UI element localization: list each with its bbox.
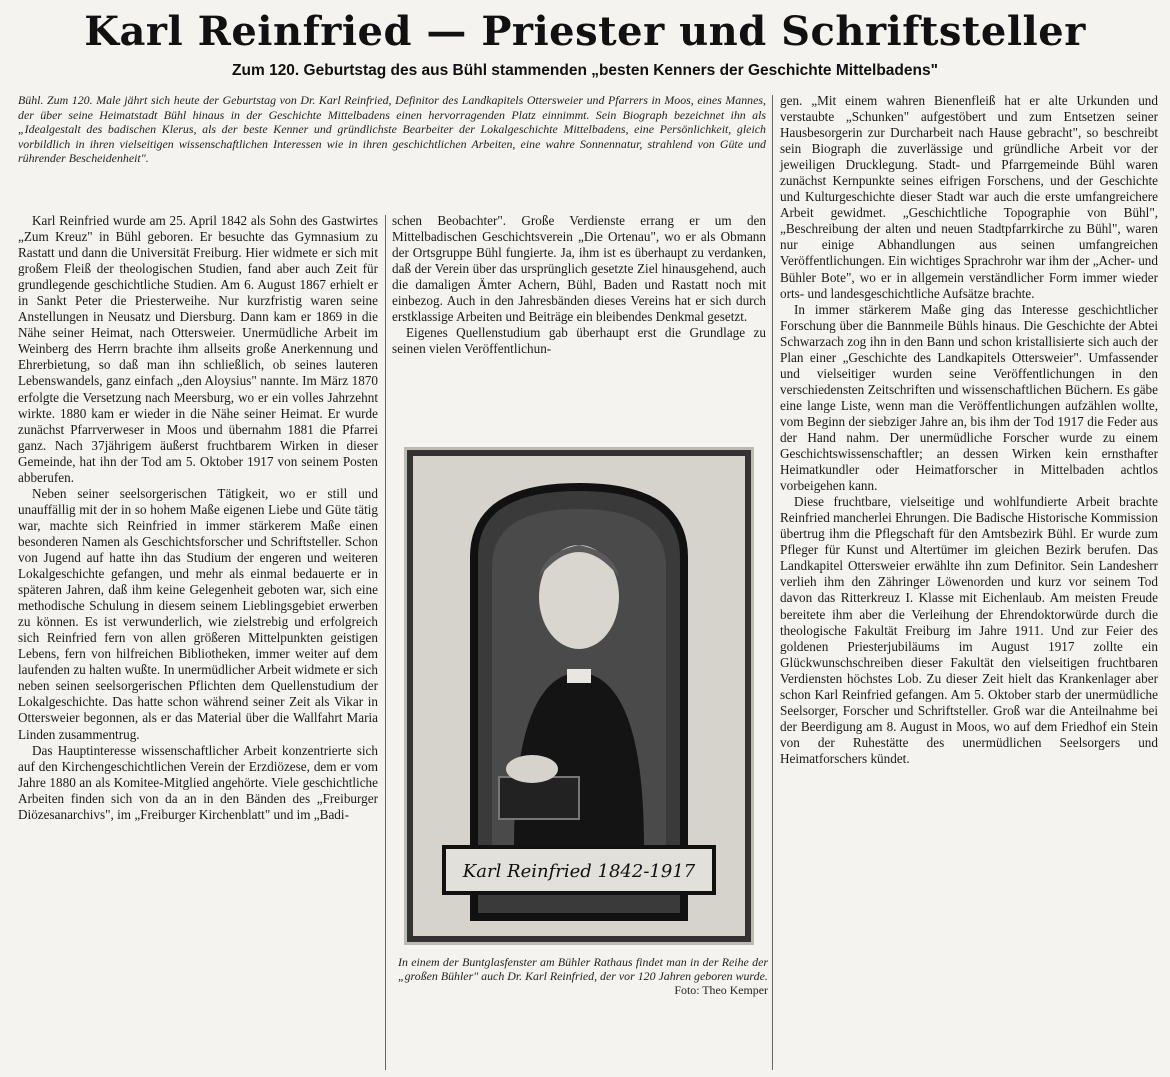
caption-text: In einem der Buntglasfenster am Bühler Rathaus findet man in der Reihe der „großen Bühler" auch Dr. Karl Reinfried, der vor 120 Jahren geboren wurde. <box>398 955 768 984</box>
body-paragraph: In immer stärkerem Maße ging das Interesse geschichtlicher Forschung über die Bannmeile Bühls hinaus. Die Geschichte der Abtei Schwarzach zog ihn in den Bann und schon kristallisierte sich auch der Plan einer „Geschichte des Landkapitels Ottersweier". Umfassender und vielseitiger wurden seine Veröffentlichungen in den verschiedensten Zeitschriften und wissenschaftlichen Büchern. Es gäbe eine lange Liste, wenn man die Veröffentlichungen aufzählen wollte, vom Beginn der siebziger Jahre an, bis ihm der Tod 1917 die Feder aus der Hand nahm. Der unermüdliche Forscher wurde zu einem Geschichtswissenschaftler; an dessen Wirken kein ernsthafter Heimatkundler oder Heimatforscher in Mittelbaden achtlos vorbeigehen kann. <box>780 301 1158 494</box>
intro-paragraph: Bühl. Zum 120. Male jährt sich heute der Geburtstag von Dr. Karl Reinfried, Definitor des Landkapitels Ottersweier und Pfarrers in Moos, eines Mannes, der über seine Heimatstadt Bühl hinaus in der Geschichte Mittelbadens einen hervorragenden Platz einnimmt. Sein Biograph bezeichnet ihn als „Idealgestalt des badischen Klerus, als der beste Kenner und gründlichste Bearbeiter der Lokalgeschichte Mittelbadens, eine Persönlichkeit, gleich vorbildlich in ihren vielseitigen wissenschaftlichen Interessen wie in ihren geschichtlichen Arbeiten, eine wahre Sonnennatur, strahlend von Güte und rührender Bescheidenheit". <box>18 93 766 166</box>
photo-caption <box>398 955 768 998</box>
body-paragraph: schen Beobachter". Große Verdienste errang er um den Mittelbadischen Geschichtsverein „Die Ortenau", wo er als Obmann der Ortsgruppe Bühl fungierte. Ja, ihm ist es überhaupt zu verdanken, daß der Verein über das ursprünglich gesetzte Ziel hinausgehend, auch die damaligen Ämter Achern, Bühl, Baden und Rastatt noch mit einbezog. Auch in den Jahresbänden dieses Vereins hat er sich durch erstklassige Arbeiten und Beiträge ein bleibendes Denkmal gesetzt. <box>392 213 766 325</box>
column-1 <box>18 213 378 823</box>
body-paragraph: Das Hauptinteresse wissenschaftlicher Arbeit konzentrierte sich auf den Kirchengeschichtlichen Verein der Erzdiözese, dem er vom Jahre 1880 an als Komitee-Mitglied angehörte. Viele geschichtliche Arbeiten finden sich von da an in den Bänden des „Freiburger Diözesanarchivs", im „Freiburger Kirchenblatt" und im „Badi- <box>18 742 378 822</box>
subheadline: Zum 120. Geburtstag des aus Bühl stammenden „besten Kenners der Geschichte Mittelbadens" <box>232 62 938 79</box>
column-2 <box>392 213 766 357</box>
body-paragraph: Eigenes Quellenstudium gab überhaupt erst die Grundlage zu seinen vielen Veröffentlichun- <box>392 325 766 357</box>
column-rule <box>385 215 386 1070</box>
portrait-inscription: Karl Reinfried 1842-1917 <box>462 861 696 882</box>
body-paragraph: Diese fruchtbare, vielseitige und wohlfundierte Arbeit brachte Reinfried mancherlei Ehrungen. Die Badische Historische Kommission übertrug ihm die Pflegschaft für den Amtsbezirk Bühl. Er wurde zum Pfleger für Kunst und Altertümer im gleichen Bezirk berufen. Das Landkapitel Ottersweier erwählte ihn zum Definitor. Sein Landesherr verlieh ihm den Zähringer Löwenorden und kurz vor seinem Tod davon das Ritterkreuz I. Klasse mit Eichenlaub. Am meisten Freude bereitete ihm aber die Verleihung der Ehrendoktorwürde durch die theologische Fakultät Freiburg im Jahre 1911. Und zur Feier des goldenen Priesterjubiläums im August 1917 zollte ein Glückwunschschreiben dieser Fakultät den vielseitigen fruchtbaren Verdiensten höchstes Lob. Zu dieser Zeit hielt das Krankenlager aber schon Karl Reinfried gefangen. Am 5. Oktober starb der unermüdliche Seelsorger, Forscher und Schriftsteller. Groß war die Anteilnahme bei der Beerdigung am 8. August in Moos, wo auf dem Friedhof ein Stein von der Ruhestätte des unermüdlichen Seelsorgers und Heimatforschers kündet. <box>780 494 1158 766</box>
photo-credit: Foto: Theo Kemper <box>674 983 768 998</box>
body-paragraph: Neben seiner seelsorgerischen Tätigkeit, wo er still und unauffällig mit der in so hohem Maße eigenen Liebe und Güte tätig war, machte sich Reinfried in immer stärkerem Maße einen besonderen Namen als Geschichtsforscher und Schriftsteller. Schon von Jugend auf hatte ihn das Studium der engeren und weiteren Lokalgeschichte gefangen, und mehr als einmal bedauerte er in späteren Jahren, daß ihm keine Gelegenheit geboten war, sich eine methodische Schulung in diesem seinem Lieblingsgebiet erwerben zu können. Es ist verwunderlich, wie zielstrebig und erfolgreich sich Reinfried fern von allen größeren Mittelpunkten geistigen Lebens, fern von hilfreichen Bibliotheken, immer weiter auf dem laufenden zu halten wußte. In unermüdlicher Arbeit widmete er sich neben seinen seelsorgerischen Pflichten dem Quellenstudium der Lokalgeschichte. Das hatte schon während seiner Zeit als Vikar in Ottersweier begonnen, als er das Material über die Wallfahrt Maria Linden zusammentrug. <box>18 485 378 742</box>
column-3 <box>780 93 1158 767</box>
body-paragraph: gen. „Mit einem wahren Bienenfleiß hat er alte Urkunden und verstaubte „Schunken" aufgestöbert und zum Entsetzen seiner Hausbesorgerin zur Durcharbeit nach Hause gebracht", so beschreibt sein Biograph die zuverlässige und gründliche Arbeit vor der jeweiligen Drucklegung. Stadt- und Pfarrgemeinde Bühl waren zunächst Kernpunkte seines eifrigen Forschens, und der Geschichte und Kulturgeschichte dieser Stadt war auch die erste umfangreichere Arbeit gewidmet. „Geschichtliche Topographie von Bühl", „Beschreibung der alten und neuen Stadtpfarrkirche zu Bühl", waren nur einige Abhandlungen aus seinen umfangreichen Veröffentlichungen. Ein wichtiges Sprachrohr war ihm der „Acher- und Bühler Bote", wo er in allgemein verständlicher Form immer wieder orts- und landesgeschichtliche Aufsätze brachte. <box>780 93 1158 301</box>
headline: Karl Reinfried — Priester und Schriftsteller <box>84 8 1086 55</box>
stained-glass-portrait <box>404 447 754 945</box>
body-paragraph: Karl Reinfried wurde am 25. April 1842 als Sohn des Gastwirtes „Zum Kreuz" in Bühl geboren. Er besuchte das Gymnasium zu Rastatt und dann die Universität Freiburg. Hier widmete er sich mit großem Fleiß der theologischen Studien, fand aber auch Zeit für grundlegende geschichtliche Studien. Am 6. August 1867 erhielt er in Sankt Peter die Priesterweihe. Nur kurzfristig waren seine Anstellungen in Neusatz und Diersburg. Dann kam er 1869 in die Nähe seiner Heimat, nach Ottersweier. Unermüdliche Arbeit im Weinberg des Herrn brachte ihm allseits große Anerkennung und Ehrerbietung, so daß man ihn schließlich, ob seines lauteren Lebenswandels, ganz einfach „den Aloysius" nannte. Im März 1870 erfolgte die Versetzung nach Meersburg, wo er ein volles Jahrzehnt wirkte. 1880 kam er wieder in die Nähe seiner Heimat. Er wurde zunächst Pfarrverweser in Moos und übernahm 1881 die Pfarrei ganz. Nach 37jährigem äußerst fruchtbarem Wirken in dieser Gemeinde, hat ihn der Tod am 5. Oktober 1917 von seinem Posten abberufen. <box>18 213 378 485</box>
column-rule <box>772 95 773 1070</box>
